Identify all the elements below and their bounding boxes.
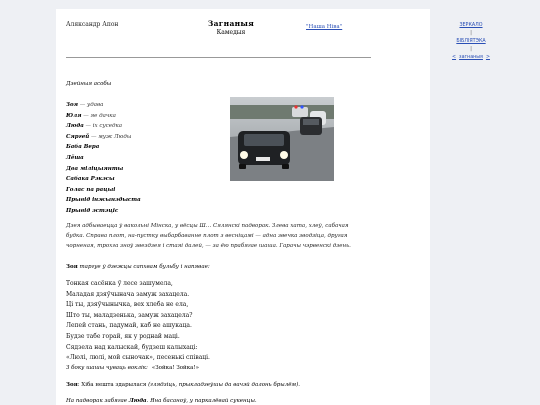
- cast-item: Юля — яе дачка: [66, 112, 116, 119]
- verse-line: Маладая дзяўчынача замуж захацела.: [66, 290, 190, 298]
- page-navigation: [450, 54, 492, 62]
- play-title: Загнаныя: [207, 19, 255, 28]
- cast-item: Зоя — удава: [66, 102, 104, 108]
- song-verse: [66, 279, 210, 364]
- stage-direction: З боку шашы чуваць воклік: «Зойка! Зойка!»: [66, 365, 200, 371]
- verse-line: Будзе табе горай, як у роднай маці.: [66, 332, 180, 340]
- prev-link[interactable]: <: [452, 55, 457, 60]
- header-divider: [66, 57, 371, 58]
- play-subtitle: Камедыя: [216, 29, 246, 36]
- verse-line: Што ты, маладзенька, замуж захацела?: [66, 311, 193, 319]
- cast-item: Два міліцыянты: [66, 165, 124, 172]
- cast-item: Сяргей — муж Люды: [66, 133, 132, 140]
- cast-heading: Дзейныя асобы: [66, 81, 112, 87]
- sidebar-link-mirror[interactable]: ЗЕРКАЛО: [459, 23, 483, 28]
- current-page-link[interactable]: загнаныя: [459, 55, 483, 60]
- verse-line: «Люлі, люлі, мой сыночак», песенькі співаці.: [66, 354, 210, 362]
- verse-line: Тонкая сасёнка ў лесе зашумела,: [66, 280, 173, 287]
- document-page: [56, 9, 430, 405]
- source-link[interactable]: "Наша Ніва": [306, 24, 343, 30]
- author-name: Аляксандр Апон: [66, 21, 119, 28]
- cast-item: Сабака Рэкэсы: [66, 176, 115, 183]
- motorcade-photo: [230, 97, 334, 181]
- cast-item: Прывід інжынэдыста: [66, 197, 141, 204]
- divider: |: [470, 47, 472, 52]
- verse-line: Сядзела над калыскай, будзеш калыхаці:: [66, 343, 198, 351]
- cast-item: Лёша: [66, 154, 84, 161]
- cast-list: [66, 100, 141, 217]
- verse-line: Ці ты, дзяўчынычка, вех хлеба не ела,: [66, 301, 189, 309]
- divider: |: [470, 31, 472, 36]
- cast-item: Прывід эстэціс: [66, 207, 119, 214]
- stage-direction: На падворак забягае Люда. Яна басаноў, у паркалёвай сукенцы.: [66, 398, 257, 404]
- cast-item: Голас па рацыі: [66, 186, 116, 193]
- cast-item: Баба Вера: [66, 144, 100, 151]
- sidebar-link-library[interactable]: БІБЛІЯТЭКА: [456, 39, 486, 44]
- dialogue-line: Зоя: Хіба нешта здарылася (глядзіць, прыкладзеўшы да вачэй далонь брылём).: [66, 382, 300, 388]
- verse-line: Лепей стань, падумай, каб не ашукаца.: [66, 322, 192, 330]
- stage-direction: Зоя таргуе ў дзежцы сапхвам бульбу і напявае:: [66, 264, 210, 270]
- sidebar-nav: [450, 22, 492, 62]
- next-link[interactable]: >: [485, 55, 490, 60]
- cast-item: Люда — іх суседка: [66, 123, 123, 130]
- stage-setting: Дзея адбываецца ў вакольні Мінска, у вёсцы Ш… Сялянскі падворак. Злева хата, хлеў, сабачая будка. Справа плот, на-пустку выбарбаванне плот з весніцамі — адна звечка зводзіца, другая чорненая, трохга зноў звездзея і стаяі далей, — за ёю прабягае шаша. Гарачы чэрвенскі дзень.: [66, 223, 351, 249]
